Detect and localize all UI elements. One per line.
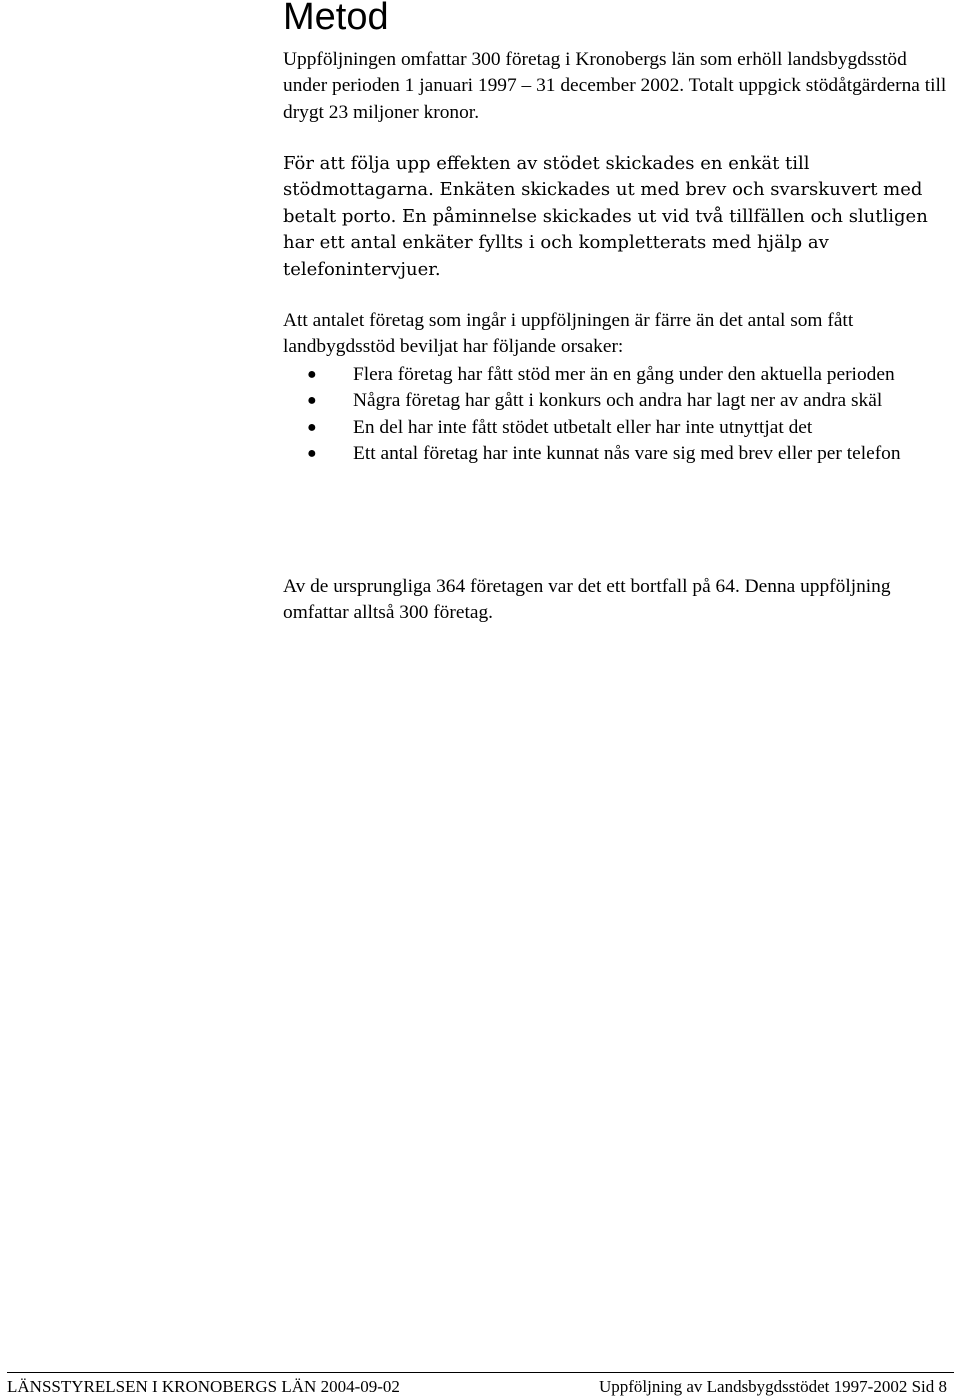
list-item-text: Flera företag har fått stöd mer än en gång under den aktuella perioden: [353, 364, 895, 385]
bullet-icon: ●: [307, 418, 317, 436]
list-item: [283, 362, 951, 388]
reasons-intro-paragraph: Att antalet företag som ingår i uppföljningen är färre än det antal som fått landbygdsstöd beviljat har följande orsaker:: [283, 310, 854, 358]
list-item: [283, 388, 951, 414]
list-item-text: Några företag har gått i konkurs och andra har lagt ner av andra skäl: [353, 390, 883, 412]
bullet-icon: ●: [307, 392, 317, 410]
list-item-text: En del har inte fått stödet utbetalt eller har inte utnyttjat det: [353, 416, 813, 438]
bullet-icon: ●: [307, 366, 317, 383]
survey-method-paragraph: För att följa upp effekten av stödet skickades en enkät till stödmottagarna. Enkäten skickades ut med brev och svarskuvert med betalt porto. En påminnelse skickades ut vid två tillfällen och slutligen har ett antal enkäter fyllts i och kompletterats med hjälp av telefonintervjuer.: [283, 153, 928, 280]
footer-publisher: LÄNSSTYRELSEN I KRONOBERGS LÄN 2004-09-02: [7, 1377, 400, 1396]
intro-paragraph: Uppföljningen omfattar 300 företag i Kronobergs län som erhöll landsbygdsstöd under perioden 1 januari 1997 – 31 december 2002. Totalt uppgick stödåtgärderna till drygt 23 miljoner kronor.: [283, 49, 947, 123]
list-item-text: Ett antal företag har inte kunnat nås vare sig med brev eller per telefon: [353, 443, 901, 465]
footer-divider: [7, 1372, 954, 1373]
list-item: [283, 441, 951, 467]
footer-page-info: Uppföljning av Landsbygdsstödet 1997-2002 Sid 8: [598, 1377, 947, 1396]
reasons-list: [283, 362, 951, 468]
bullet-icon: ●: [307, 445, 317, 463]
page-title: Metod: [283, 0, 389, 38]
dropout-paragraph: Av de ursprungliga 364 företagen var det ett bortfall på 64. Denna uppföljning omfattar alltså 300 företag.: [283, 576, 891, 624]
list-item: [283, 415, 951, 441]
